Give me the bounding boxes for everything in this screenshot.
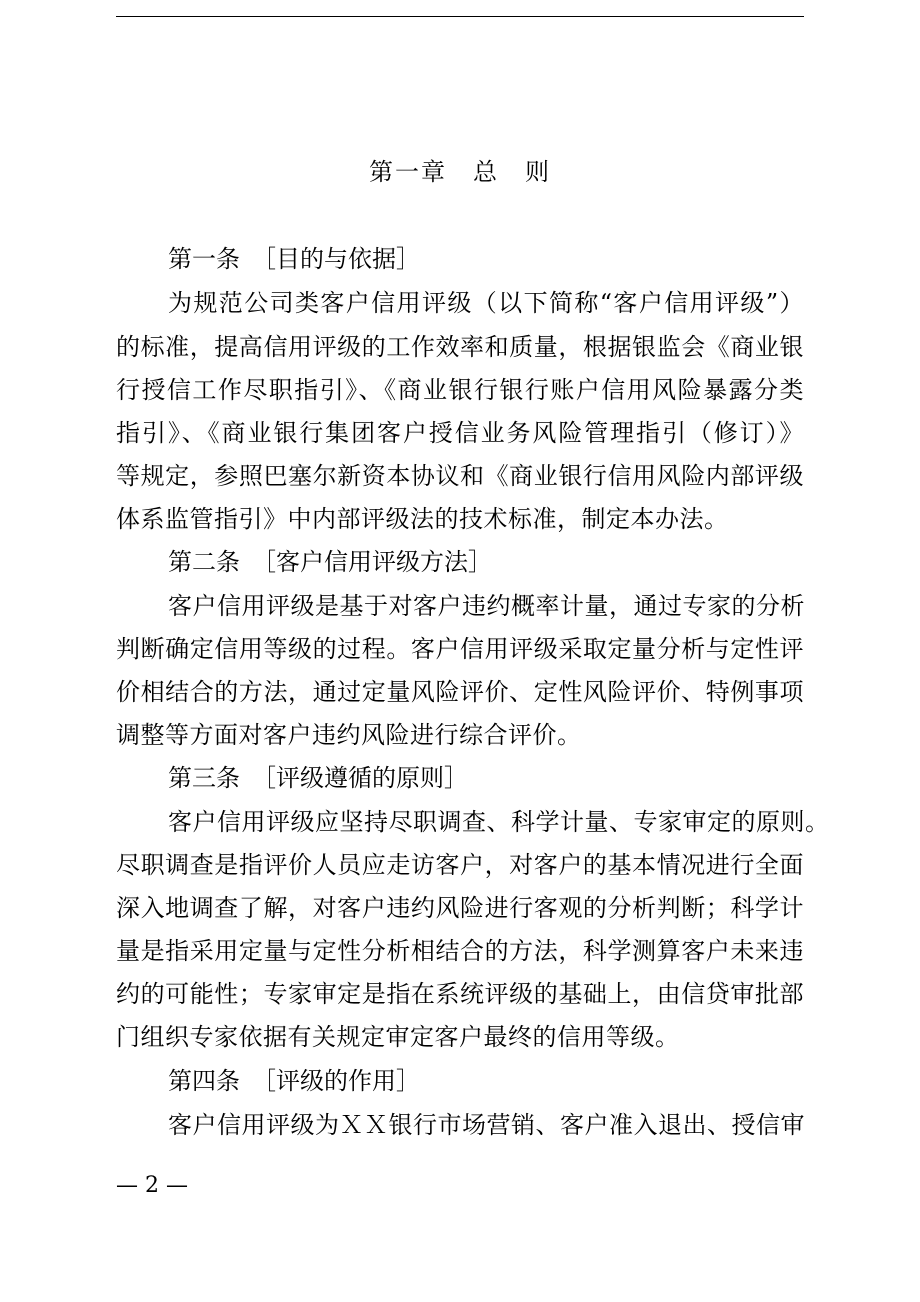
article-2-line: 客户信用评级是基于对客户违约概率计量，通过专家的分析 bbox=[168, 592, 805, 620]
article-4-heading: 第四条 ［评级的作用］ bbox=[168, 1067, 420, 1095]
page-number: — 2 — bbox=[116, 1173, 188, 1198]
article-3-line: 尽职调查是指评价人员应走访客户，对客户的基本情况进行全面 bbox=[116, 851, 804, 879]
article-3-line: 深入地调查了解，对客户违约风险进行客观的分析判断；科学计 bbox=[116, 894, 804, 922]
article-2-heading: 第二条 ［客户信用评级方法］ bbox=[168, 548, 492, 576]
article-2-line: 调整等方面对客户违约风险进行综合评价。 bbox=[116, 721, 582, 749]
article-2-line: 判断确定信用等级的过程。客户信用评级采取定量分析与定性评 bbox=[116, 635, 804, 663]
article-1-line: 为规范公司类客户信用评级（以下简称“客户信用评级”） bbox=[168, 289, 804, 317]
article-3-line: 约的可能性；专家审定是指在系统评级的基础上，由信贷审批部 bbox=[116, 980, 804, 1008]
article-1-line: 行授信工作尽职指引》、《商业银行银行账户信用风险暴露分类 bbox=[116, 376, 804, 404]
article-1-line: 等规定，参照巴塞尔新资本协议和《商业银行信用风险内部评级 bbox=[116, 462, 804, 490]
article-2-line: 价相结合的方法，通过定量风险评价、定性风险评价、特例事项 bbox=[116, 678, 804, 706]
article-3-line: 客户信用评级应坚持尽职调查、科学计量、专家审定的原则。 bbox=[168, 808, 830, 836]
chapter-title: 第一章 总 则 bbox=[369, 158, 551, 186]
article-1-line: 体系监管指引》中内部评级法的技术标准，制定本办法。 bbox=[116, 505, 729, 533]
article-1-line: 的标准，提高信用评级的工作效率和质量，根据银监会《商业银 bbox=[116, 333, 804, 361]
article-3-heading: 第三条 ［评级遵循的原则］ bbox=[168, 764, 468, 792]
article-4-line: 客户信用评级为ＸＸ银行市场营销、客户准入退出、授信审 bbox=[168, 1111, 805, 1139]
article-1-heading: 第一条 ［目的与依据］ bbox=[168, 245, 420, 273]
header-rule bbox=[116, 16, 804, 17]
article-3-line: 门组织专家依据有关规定审定客户最终的信用等级。 bbox=[116, 1023, 680, 1051]
article-3-line: 量是指采用定量与定性分析相结合的方法，科学测算客户未来违 bbox=[116, 937, 804, 965]
article-1-line: 指引》、《商业银行集团客户授信业务风险管理指引（修订）》 bbox=[116, 419, 804, 447]
